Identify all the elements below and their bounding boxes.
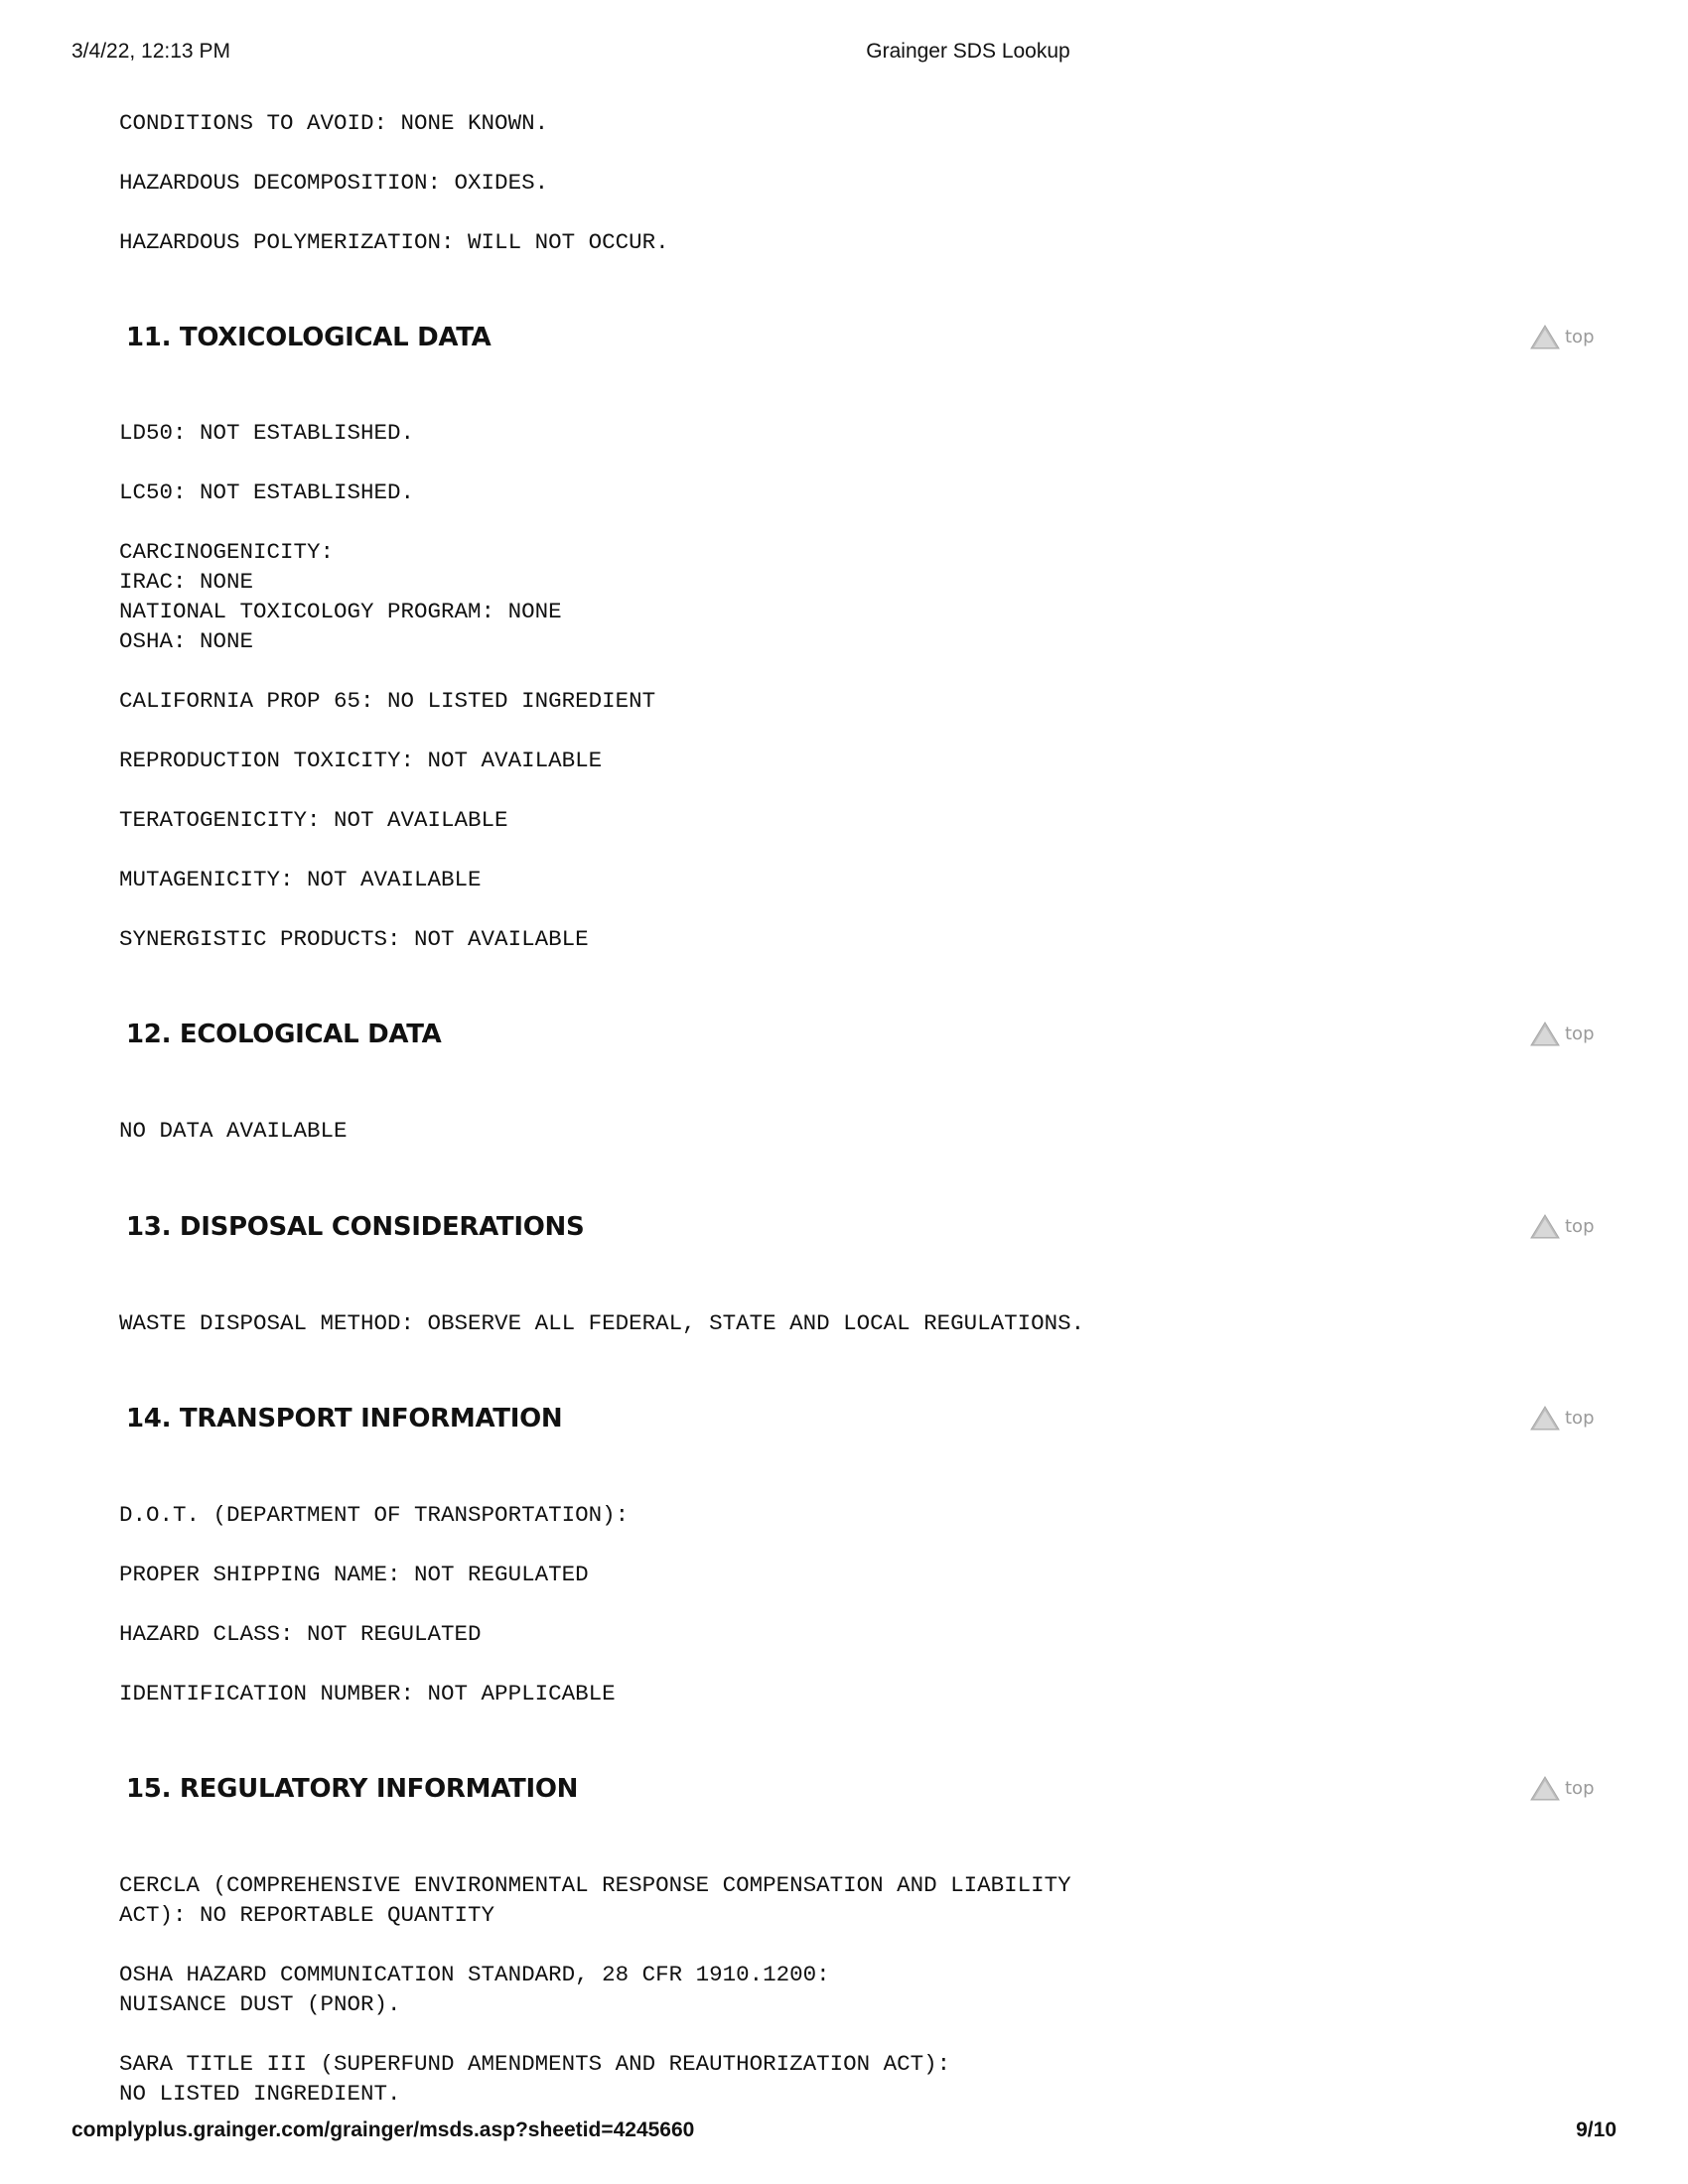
- up-triangle-icon: [1529, 1020, 1561, 1047]
- up-triangle-icon: [1529, 1212, 1561, 1240]
- section-title-regulatory: 15. REGULATORY INFORMATION: [126, 1774, 579, 1804]
- section-title-disposal: 13. DISPOSAL CONSIDERATIONS: [126, 1212, 585, 1242]
- back-to-top-link-transport[interactable]: [1529, 1404, 1595, 1432]
- reproduction-toxicity-text: REPRODUCTION TOXICITY: NOT AVAILABLE: [119, 748, 603, 773]
- hazard-class-text: HAZARD CLASS: NOT REGULATED: [119, 1621, 482, 1647]
- top-label: top: [1565, 326, 1595, 347]
- irac-text: IRAC: NONE: [119, 569, 254, 595]
- page-title: Grainger SDS Lookup: [866, 40, 1070, 63]
- ld50-text: LD50: NOT ESTABLISHED.: [119, 420, 415, 446]
- waste-disposal-text: WASTE DISPOSAL METHOD: OBSERVE ALL FEDERAL, STATE AND LOCAL REGULATIONS.: [119, 1310, 1085, 1336]
- up-triangle-icon: [1529, 1774, 1561, 1802]
- back-to-top-link-regulatory[interactable]: [1529, 1774, 1595, 1802]
- mutagenicity-text: MUTAGENICITY: NOT AVAILABLE: [119, 867, 482, 892]
- shipping-name-text: PROPER SHIPPING NAME: NOT REGULATED: [119, 1562, 589, 1587]
- prop65-text: CALIFORNIA PROP 65: NO LISTED INGREDIENT: [119, 688, 656, 714]
- conditions-to-avoid-text: CONDITIONS TO AVOID: NONE KNOWN.: [119, 110, 549, 136]
- section-title-toxicological: 11. TOXICOLOGICAL DATA: [126, 323, 492, 352]
- ecological-text: NO DATA AVAILABLE: [119, 1118, 348, 1144]
- teratogenicity-text: TERATOGENICITY: NOT AVAILABLE: [119, 807, 508, 833]
- lc50-text: LC50: NOT ESTABLISHED.: [119, 479, 415, 505]
- ntp-text: NATIONAL TOXICOLOGY PROGRAM: NONE: [119, 599, 562, 624]
- identification-number-text: IDENTIFICATION NUMBER: NOT APPLICABLE: [119, 1681, 616, 1706]
- back-to-top-link-disposal[interactable]: [1529, 1212, 1595, 1240]
- dot-text: D.O.T. (DEPARTMENT OF TRANSPORTATION):: [119, 1502, 630, 1528]
- hazardous-polymerization-text: HAZARDOUS POLYMERIZATION: WILL NOT OCCUR.: [119, 229, 669, 255]
- top-label: top: [1565, 1215, 1595, 1237]
- osha-text: OSHA: NONE: [119, 628, 254, 654]
- synergistic-products-text: SYNERGISTIC PRODUCTS: NOT AVAILABLE: [119, 926, 589, 952]
- carcinogenicity-text: CARCINOGENICITY:: [119, 539, 335, 565]
- print-datetime: 3/4/22, 12:13 PM: [71, 40, 230, 63]
- cercla-text-continued: ACT): NO REPORTABLE QUANTITY: [119, 1902, 495, 1928]
- cercla-text: CERCLA (COMPREHENSIVE ENVIRONMENTAL RESPONSE COMPENSATION AND LIABILITY: [119, 1872, 1071, 1898]
- nuisance-dust-text: NUISANCE DUST (PNOR).: [119, 1991, 401, 2017]
- sara-title-text: SARA TITLE III (SUPERFUND AMENDMENTS AND REAUTHORIZATION ACT):: [119, 2051, 951, 2077]
- back-to-top-link-toxicological[interactable]: [1529, 323, 1595, 350]
- hazardous-decomposition-text: HAZARDOUS DECOMPOSITION: OXIDES.: [119, 170, 549, 196]
- up-triangle-icon: [1529, 323, 1561, 350]
- top-label: top: [1565, 1407, 1595, 1429]
- page-url: complyplus.grainger.com/grainger/msds.asp?sheetid=4245660: [71, 2118, 695, 2141]
- top-label: top: [1565, 1023, 1595, 1044]
- page-number: 9/10: [1576, 2118, 1617, 2141]
- top-label: top: [1565, 1777, 1595, 1799]
- section-title-ecological: 12. ECOLOGICAL DATA: [126, 1020, 442, 1049]
- sara-listed-text: NO LISTED INGREDIENT.: [119, 2081, 401, 2107]
- osha-hazcom-text: OSHA HAZARD COMMUNICATION STANDARD, 28 CFR 1910.1200:: [119, 1962, 830, 1987]
- back-to-top-link-ecological[interactable]: [1529, 1020, 1595, 1047]
- up-triangle-icon: [1529, 1404, 1561, 1432]
- section-title-transport: 14. TRANSPORT INFORMATION: [126, 1404, 563, 1433]
